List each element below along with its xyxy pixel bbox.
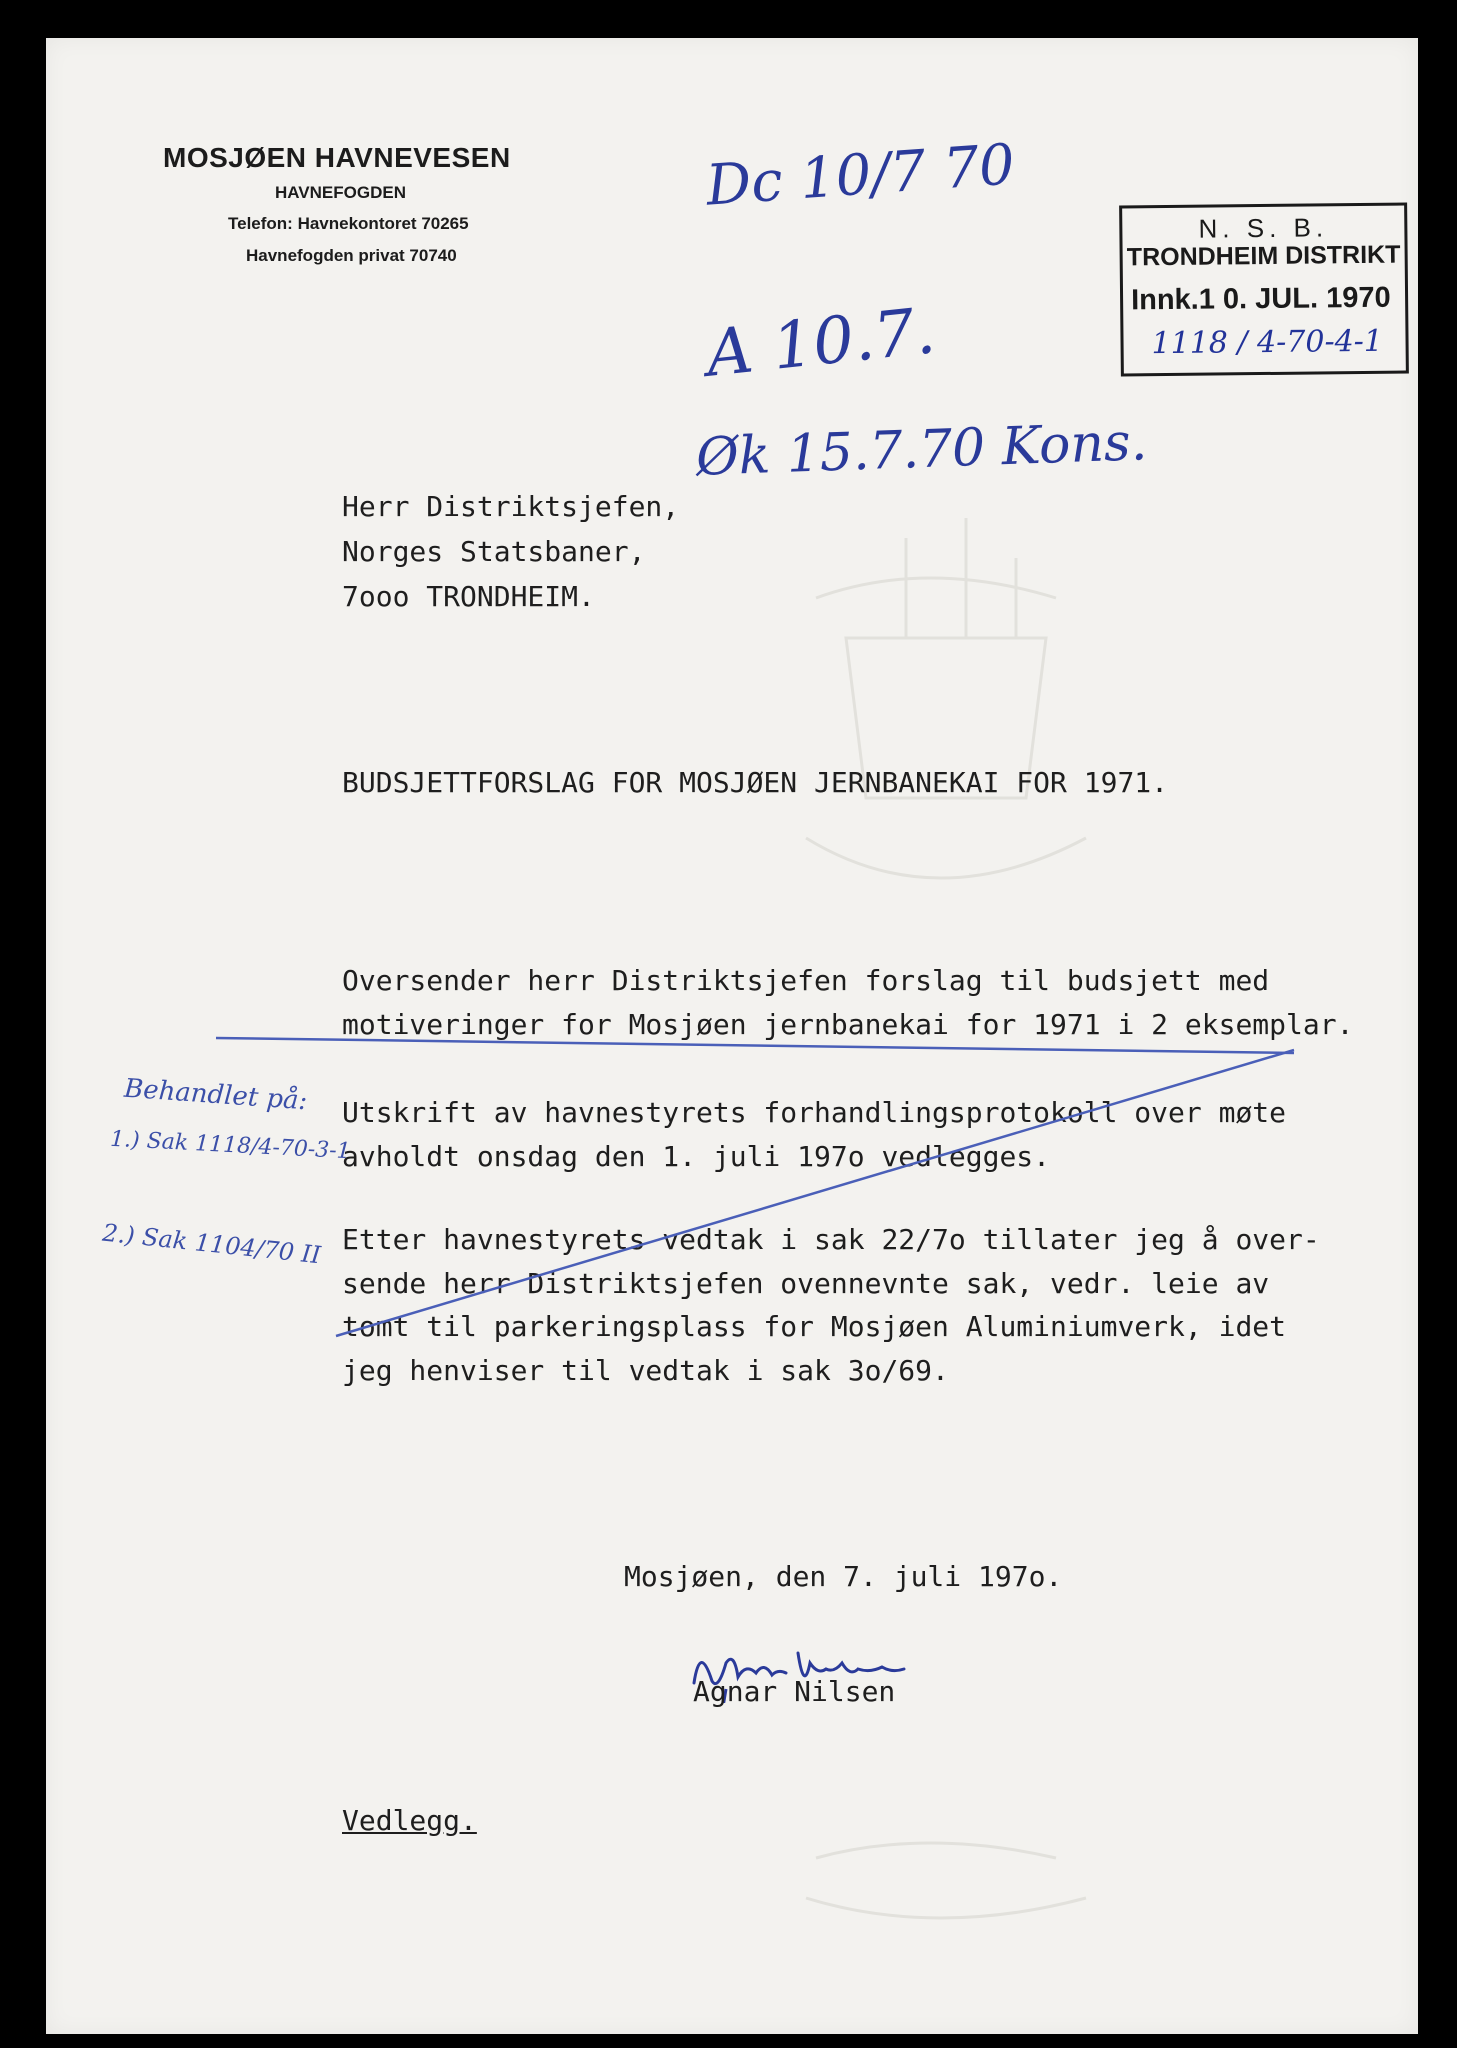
paragraph-3-line: Etter havnestyrets vedtak i sak 22/7o tillater jeg å over- bbox=[342, 1223, 1320, 1256]
attachments-label: Vedlegg. bbox=[342, 1804, 477, 1837]
paragraph-1-line: Oversender herr Distriktsjefen forslag til budsjett med bbox=[342, 964, 1270, 997]
pen-line-diagonal bbox=[336, 1050, 1294, 1336]
handwritten-initial-note: A 10.7. bbox=[702, 294, 939, 392]
margin-note-case-2: 2.) Sak 1104/70 II bbox=[101, 1218, 322, 1270]
recipient-line: Norges Statsbaner, bbox=[342, 535, 646, 568]
margin-note-case-1: 1.) Sak 1118/4-70-3-1 bbox=[109, 1126, 352, 1165]
signer-name: Agnar Nilsen bbox=[693, 1675, 896, 1708]
paragraph-2-line: Utskrift av havnestyrets forhandlingsprotokoll over møte bbox=[342, 1096, 1287, 1129]
letterhead-phone-private: Havnefogden privat 70740 bbox=[246, 246, 457, 265]
recipient-line: 7ooo TRONDHEIM. bbox=[342, 580, 595, 613]
letterhead-organization: MOSJØEN HAVNEVESEN bbox=[163, 142, 511, 173]
letterhead-phone-office: Telefon: Havnekontoret 70265 bbox=[228, 214, 469, 233]
paragraph-3-line: sende herr Distriktsjefen ovennevnte sak, vedr. leie av bbox=[342, 1267, 1270, 1300]
letter-subject: BUDSJETTFORSLAG FOR MOSJØEN JERNBANEKAI FOR 1971. bbox=[342, 766, 1169, 799]
stamp-district: TRONDHEIM DISTRIKT bbox=[1126, 240, 1401, 272]
recipient-line: Herr Distriktsjefen, bbox=[342, 490, 680, 523]
stamp-received-date: Innk.1 0. JUL. 1970 bbox=[1130, 281, 1391, 317]
paragraph-1-line: motiveringer for Mosjøen jernbanekai for 1971 i 2 eksemplar. bbox=[342, 1008, 1354, 1041]
document-page bbox=[46, 38, 1418, 2034]
pen-strike-lines bbox=[46, 38, 1418, 2034]
stamp-organization: N. S. B. bbox=[1198, 212, 1329, 244]
stamp-case-number: 1118 / 4-70-4-1 bbox=[1151, 323, 1384, 362]
paragraph-2-line: avholdt onsdag den 1. juli 197o vedlegges. bbox=[342, 1140, 1051, 1173]
handwritten-journal-note: Dc 10/7 70 bbox=[704, 132, 1017, 219]
paragraph-3-line: tomt til parkeringsplass for Mosjøen Aluminiumverk, idet bbox=[342, 1310, 1287, 1343]
letterhead-office: HAVNEFOGDEN bbox=[275, 183, 406, 202]
place-and-date: Mosjøen, den 7. juli 197o. bbox=[624, 1560, 1063, 1593]
handwritten-okonomi-note: Øk 15.7.70 Kons. bbox=[695, 412, 1149, 488]
paragraph-3-line: jeg henviser til vedtak i sak 3o/69. bbox=[342, 1354, 949, 1387]
margin-note-heading: Behandlet på: bbox=[123, 1073, 309, 1117]
pen-line-top bbox=[216, 1038, 1294, 1053]
